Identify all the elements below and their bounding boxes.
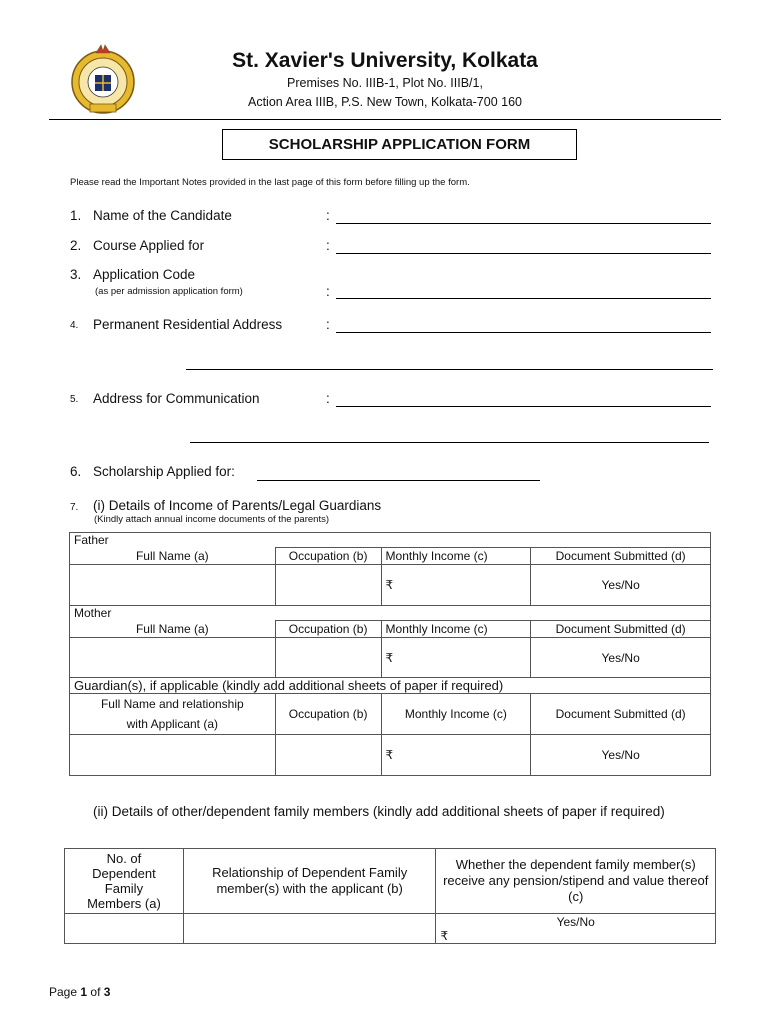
- course-field[interactable]: [336, 253, 711, 254]
- guardian-name-cell[interactable]: [70, 735, 276, 776]
- page-current: 1: [80, 985, 88, 999]
- dep-pension-cell[interactable]: [436, 914, 716, 944]
- q5-colon: :: [326, 391, 330, 406]
- permanent-address-field-line2[interactable]: [186, 369, 713, 370]
- dep-col-b: Relationship of Dependent Family member(s) with the applicant (b): [183, 849, 436, 914]
- q3-number: 3.: [70, 267, 82, 282]
- yes-no-label: Yes/No: [601, 578, 640, 592]
- guardian-col-name-line1: Full Name and relationship: [100, 697, 244, 711]
- guardian-section-label: Guardian(s), if applicable (kindly add additional sheets of paper if required): [70, 678, 711, 694]
- father-occupation-cell[interactable]: [275, 565, 381, 606]
- application-code-field[interactable]: [336, 298, 711, 299]
- rupee-icon: ₹: [385, 578, 394, 592]
- q1-colon: :: [326, 208, 330, 223]
- rupee-icon: ₹: [440, 929, 449, 943]
- q4-number: 4.: [70, 320, 79, 331]
- q5-number: 5.: [70, 394, 79, 405]
- guardian-col-occupation: Occupation (b): [275, 694, 381, 735]
- q3-colon: :: [326, 284, 330, 299]
- guardian-col-name: [70, 694, 276, 735]
- rupee-icon: ₹: [385, 748, 394, 762]
- page-of: of: [90, 985, 101, 999]
- address-line-1: Premises No. IIIB-1, Plot No. IIIB/1,: [287, 76, 483, 90]
- father-col-doc: Document Submitted (d): [531, 548, 711, 565]
- q4-colon: :: [326, 317, 330, 332]
- dep-col-a-line3: Family: [104, 881, 144, 896]
- form-title: SCHOLARSHIP APPLICATION FORM: [222, 129, 577, 160]
- university-seal-icon: [68, 42, 138, 116]
- dependents-heading: (ii) Details of other/dependent family members (kindly add additional sheets of paper if required): [93, 804, 665, 819]
- father-name-cell[interactable]: [70, 565, 276, 606]
- yes-no-label: Yes/No: [556, 915, 595, 929]
- yes-no-label: Yes/No: [601, 748, 640, 762]
- mother-occupation-cell[interactable]: [275, 638, 381, 678]
- dependents-table: [64, 848, 716, 944]
- guardian-doc-cell[interactable]: [531, 735, 711, 776]
- communication-address-field[interactable]: [336, 406, 711, 407]
- guardian-col-name-line2: with Applicant (a): [126, 717, 219, 731]
- father-doc-cell[interactable]: [531, 565, 711, 606]
- q1-number: 1.: [70, 208, 82, 223]
- q7-number: 7.: [70, 502, 79, 513]
- dep-col-a-line1: No. of: [106, 851, 142, 866]
- header-divider: [49, 119, 721, 120]
- q1-label: Name of the Candidate: [93, 208, 232, 223]
- dep-col-a-line4: Members (a): [87, 896, 161, 911]
- scholarship-field[interactable]: [257, 480, 540, 481]
- permanent-address-field[interactable]: [336, 332, 711, 333]
- q2-number: 2.: [70, 238, 82, 253]
- mother-col-income: Monthly Income (c): [381, 621, 531, 638]
- dep-col-a-line2: Dependent: [92, 866, 156, 881]
- q4-label: Permanent Residential Address: [93, 317, 283, 332]
- father-col-income: Monthly Income (c): [381, 548, 531, 565]
- communication-address-field-line2[interactable]: [190, 442, 709, 443]
- dep-col-c: Whether the dependent family member(s) receive any pension/stipend and value thereof (c): [436, 849, 716, 914]
- mother-doc-cell[interactable]: [531, 638, 711, 678]
- address-line-2: Action Area IIIB, P.S. New Town, Kolkata-700 160: [247, 95, 522, 109]
- father-col-occupation: Occupation (b): [275, 548, 381, 565]
- q3-sublabel: (as per admission application form): [95, 286, 243, 297]
- q6-label: Scholarship Applied for:: [93, 464, 235, 479]
- father-income-cell[interactable]: [381, 565, 531, 606]
- mother-col-name: Full Name (a): [70, 621, 276, 638]
- guardian-col-income: Monthly Income (c): [381, 694, 531, 735]
- rupee-icon: ₹: [385, 650, 394, 665]
- name-field[interactable]: [336, 223, 711, 224]
- mother-name-cell[interactable]: [70, 638, 276, 678]
- guardian-income-cell[interactable]: [381, 735, 531, 776]
- q7-sublabel: (Kindly attach annual income documents of the parents): [94, 514, 329, 525]
- q7-label: (i) Details of Income of Parents/Legal Guardians: [93, 498, 382, 513]
- father-section-label: Father: [70, 533, 711, 548]
- income-table: [69, 532, 711, 776]
- guardian-occupation-cell[interactable]: [275, 735, 381, 776]
- q2-label: Course Applied for: [93, 238, 205, 253]
- dep-col-a: [65, 849, 184, 914]
- page-total: 3: [103, 985, 111, 999]
- guardian-col-doc: Document Submitted (d): [531, 694, 711, 735]
- dep-count-cell[interactable]: [65, 914, 184, 944]
- q3-label: Application Code: [93, 267, 196, 282]
- yes-no-label: Yes/No: [601, 650, 640, 665]
- q5-label: Address for Communication: [93, 391, 260, 406]
- dep-relationship-cell[interactable]: [183, 914, 436, 944]
- university-name: St. Xavier's University, Kolkata: [232, 49, 538, 72]
- q2-colon: :: [326, 238, 330, 253]
- page-prefix: Page: [49, 985, 78, 999]
- mother-section-label: Mother: [70, 606, 711, 621]
- page-number: [49, 985, 110, 999]
- mother-col-doc: Document Submitted (d): [531, 621, 711, 638]
- mother-col-occupation: Occupation (b): [275, 621, 381, 638]
- q6-number: 6.: [70, 464, 82, 479]
- instruction-note: Please read the Important Notes provided in the last page of this form before filling up the form.: [70, 177, 470, 188]
- father-col-name: Full Name (a): [70, 548, 276, 565]
- mother-income-cell[interactable]: [381, 638, 531, 678]
